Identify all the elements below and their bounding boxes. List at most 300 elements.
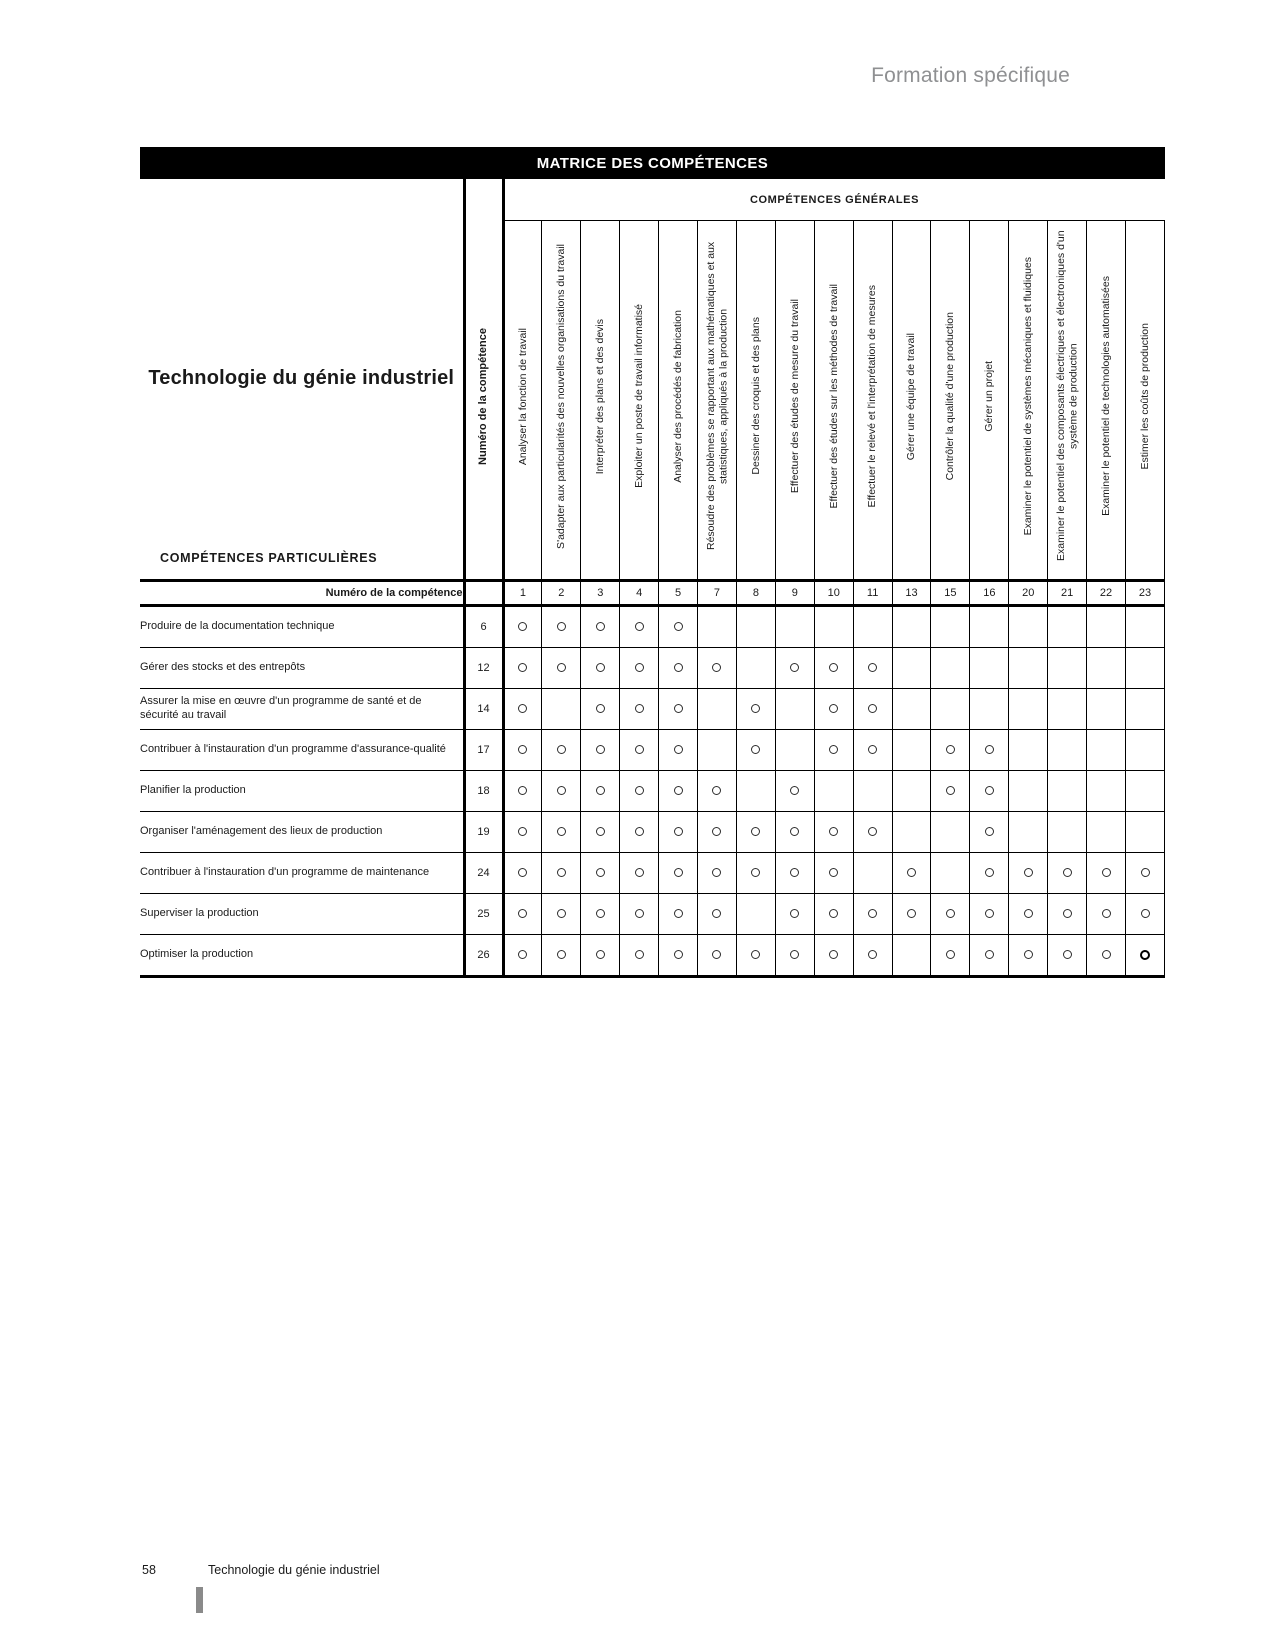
matrix-cell bbox=[542, 647, 581, 688]
column-number: 16 bbox=[970, 580, 1009, 605]
column-number: 10 bbox=[814, 580, 853, 605]
matrix-cell bbox=[503, 770, 542, 811]
matrix-cell bbox=[698, 770, 737, 811]
mark-circle-icon bbox=[1102, 950, 1111, 959]
matrix-cell bbox=[931, 647, 970, 688]
section-header: Formation spécifique bbox=[871, 64, 1070, 87]
matrix-cell bbox=[775, 893, 814, 934]
matrix-cell bbox=[853, 770, 892, 811]
column-header-label: Interpréter des plans et des devis bbox=[594, 318, 607, 474]
matrix-cell bbox=[892, 893, 931, 934]
competency-row-number: 17 bbox=[464, 729, 503, 770]
matrix-cell bbox=[620, 770, 659, 811]
matrix-cell bbox=[1126, 934, 1165, 976]
mark-circle-icon bbox=[712, 950, 721, 959]
matrix-cell bbox=[736, 605, 775, 647]
column-header-label: Exploiter un poste de travail informatisé bbox=[632, 304, 645, 489]
column-header bbox=[620, 221, 659, 581]
column-header bbox=[542, 221, 581, 581]
matrix-table bbox=[140, 179, 1165, 978]
matrix-cell bbox=[853, 729, 892, 770]
mark-circle-icon bbox=[635, 745, 644, 754]
mark-circle-icon bbox=[868, 909, 877, 918]
column-header-label: S'adapter aux particularités des nouvelles organisations du travail bbox=[555, 243, 568, 549]
matrix-cell bbox=[542, 893, 581, 934]
column-header bbox=[698, 221, 737, 581]
matrix-cell bbox=[581, 811, 620, 852]
mark-circle-icon bbox=[518, 786, 527, 795]
matrix-cell bbox=[1087, 605, 1126, 647]
matrix-cell bbox=[970, 688, 1009, 729]
matrix-table-grid bbox=[140, 179, 1165, 978]
matrix-cell bbox=[542, 729, 581, 770]
mark-circle-icon bbox=[557, 622, 566, 631]
matrix-cell bbox=[970, 811, 1009, 852]
matrix-cell bbox=[698, 688, 737, 729]
mark-circle-icon bbox=[790, 950, 799, 959]
matrix-cell bbox=[1048, 605, 1087, 647]
competency-row-label: Assurer la mise en œuvre d'un programme de santé et de sécurité au travail bbox=[140, 688, 464, 729]
matrix-cell bbox=[620, 852, 659, 893]
matrix-cell bbox=[659, 729, 698, 770]
mark-circle-icon bbox=[674, 622, 683, 631]
column-header-label: Analyser des procédés de fabrication bbox=[671, 309, 684, 483]
column-header bbox=[775, 221, 814, 581]
matrix-cell bbox=[853, 647, 892, 688]
matrix-cell bbox=[503, 688, 542, 729]
competency-row-label: Optimiser la production bbox=[140, 934, 464, 976]
mark-circle-icon bbox=[518, 622, 527, 631]
program-title: Technologie du génie industriel bbox=[148, 366, 455, 389]
mark-circle-icon bbox=[635, 622, 644, 631]
matrix-cell bbox=[1126, 688, 1165, 729]
matrix-cell bbox=[698, 605, 737, 647]
matrix-cell bbox=[736, 811, 775, 852]
matrix-cell bbox=[1048, 893, 1087, 934]
matrix-cell bbox=[1126, 729, 1165, 770]
spacer-cell bbox=[140, 179, 464, 221]
matrix-cell bbox=[853, 893, 892, 934]
mark-circle-icon bbox=[557, 786, 566, 795]
matrix-cell bbox=[931, 852, 970, 893]
mark-circle-icon bbox=[829, 745, 838, 754]
column-header-label: Dessiner des croquis et des plans bbox=[749, 317, 762, 476]
matrix-cell bbox=[892, 770, 931, 811]
matrix-cell bbox=[659, 893, 698, 934]
competency-row bbox=[140, 893, 1165, 934]
matrix-cell bbox=[1087, 688, 1126, 729]
mark-circle-icon bbox=[518, 827, 527, 836]
matrix-cell bbox=[1048, 852, 1087, 893]
matrix-cell bbox=[892, 811, 931, 852]
matrix-cell bbox=[542, 688, 581, 729]
mark-circle-icon bbox=[712, 786, 721, 795]
column-header-label: Effectuer le relevé et l'interprétation de mesures bbox=[866, 285, 879, 508]
column-header bbox=[1126, 221, 1165, 581]
competency-row-number: 14 bbox=[464, 688, 503, 729]
matrix-cell bbox=[1126, 852, 1165, 893]
column-header-label: Examiner le potentiel de technologies automatisées bbox=[1099, 276, 1112, 517]
matrix-cell bbox=[892, 934, 931, 976]
mark-circle-icon bbox=[907, 868, 916, 877]
matrix-cell bbox=[698, 647, 737, 688]
matrix-cell bbox=[853, 811, 892, 852]
matrix-cell bbox=[659, 770, 698, 811]
matrix-cell bbox=[775, 605, 814, 647]
matrix-cell bbox=[892, 852, 931, 893]
column-header bbox=[581, 221, 620, 581]
column-header bbox=[1009, 221, 1048, 581]
mark-circle-icon bbox=[1024, 868, 1033, 877]
matrix-cell bbox=[970, 852, 1009, 893]
mark-circle-icon bbox=[868, 827, 877, 836]
mark-circle-icon bbox=[1102, 868, 1111, 877]
matrix-cell bbox=[620, 811, 659, 852]
mark-circle-icon bbox=[596, 909, 605, 918]
competency-row-number: 26 bbox=[464, 934, 503, 976]
matrix-cell bbox=[1087, 893, 1126, 934]
mark-circle-icon bbox=[712, 827, 721, 836]
matrix-cell bbox=[659, 852, 698, 893]
matrix-cell bbox=[1126, 811, 1165, 852]
matrix-cell bbox=[581, 729, 620, 770]
matrix-cell bbox=[503, 934, 542, 976]
general-header-row bbox=[140, 179, 1165, 221]
matrix-cell bbox=[853, 688, 892, 729]
competency-row-number: 12 bbox=[464, 647, 503, 688]
matrix-cell bbox=[931, 770, 970, 811]
matrix-cell bbox=[736, 852, 775, 893]
mark-circle-icon bbox=[635, 827, 644, 836]
mark-circle-icon bbox=[829, 704, 838, 713]
mark-circle-icon bbox=[946, 950, 955, 959]
competency-row-number: 19 bbox=[464, 811, 503, 852]
column-header bbox=[814, 221, 853, 581]
matrix-cell bbox=[581, 934, 620, 976]
competency-row-label: Contribuer à l'instauration d'un programme d'assurance-qualité bbox=[140, 729, 464, 770]
matrix-cell bbox=[736, 729, 775, 770]
mark-circle-icon bbox=[635, 909, 644, 918]
mark-circle-icon bbox=[557, 868, 566, 877]
mark-circle-icon bbox=[907, 909, 916, 918]
general-competencies-header: COMPÉTENCES GÉNÉRALES bbox=[503, 179, 1165, 221]
matrix-cell bbox=[970, 647, 1009, 688]
mark-circle-icon bbox=[751, 950, 760, 959]
particular-competencies-header: COMPÉTENCES PARTICULIÈRES bbox=[160, 550, 378, 565]
mark-circle-icon bbox=[518, 868, 527, 877]
column-header bbox=[970, 221, 1009, 581]
mark-circle-icon bbox=[1141, 909, 1150, 918]
column-number: 22 bbox=[1087, 580, 1126, 605]
mark-circle-icon bbox=[674, 827, 683, 836]
matrix-cell bbox=[814, 852, 853, 893]
column-header bbox=[931, 221, 970, 581]
mark-circle-icon bbox=[674, 704, 683, 713]
footer-accent-bar bbox=[196, 1587, 203, 1613]
mark-circle-icon bbox=[751, 745, 760, 754]
matrix-cell bbox=[775, 852, 814, 893]
mark-circle-icon bbox=[1024, 909, 1033, 918]
mark-circle-icon bbox=[751, 704, 760, 713]
matrix-cell bbox=[814, 934, 853, 976]
column-number: 4 bbox=[620, 580, 659, 605]
matrix-cell bbox=[1048, 934, 1087, 976]
matrix-cell bbox=[970, 605, 1009, 647]
mark-circle-icon bbox=[557, 909, 566, 918]
matrix-cell bbox=[1126, 647, 1165, 688]
mark-circle-icon bbox=[596, 663, 605, 672]
mark-circle-icon bbox=[557, 950, 566, 959]
mark-circle-icon bbox=[518, 704, 527, 713]
matrix-cell bbox=[931, 811, 970, 852]
matrix-cell bbox=[542, 770, 581, 811]
column-header-label: Effectuer des études sur les méthodes de travail bbox=[827, 283, 840, 509]
matrix-cell bbox=[1048, 647, 1087, 688]
mark-circle-icon bbox=[868, 950, 877, 959]
mark-circle-icon bbox=[829, 827, 838, 836]
matrix-cell bbox=[970, 893, 1009, 934]
matrix-cell bbox=[503, 605, 542, 647]
matrix-cell bbox=[775, 770, 814, 811]
mark-circle-icon bbox=[596, 950, 605, 959]
mark-circle-icon bbox=[790, 786, 799, 795]
column-header-label: Examiner le potentiel de systèmes mécaniques et fluidiques bbox=[1022, 257, 1035, 536]
matrix-cell bbox=[1087, 852, 1126, 893]
page-number: 58 bbox=[142, 1563, 156, 1577]
matrix-cell bbox=[581, 893, 620, 934]
matrix-cell bbox=[620, 934, 659, 976]
matrix-cell bbox=[698, 811, 737, 852]
matrix-cell bbox=[814, 770, 853, 811]
matrix-cell bbox=[814, 811, 853, 852]
mark-circle-icon bbox=[985, 909, 994, 918]
matrix-cell bbox=[1009, 605, 1048, 647]
matrix-cell bbox=[1126, 893, 1165, 934]
column-number: 20 bbox=[1009, 580, 1048, 605]
mark-circle-icon bbox=[868, 663, 877, 672]
column-header bbox=[853, 221, 892, 581]
mark-circle-icon bbox=[674, 868, 683, 877]
matrix-cell bbox=[503, 893, 542, 934]
matrix-cell bbox=[775, 688, 814, 729]
matrix-cell bbox=[892, 729, 931, 770]
matrix-cell bbox=[775, 934, 814, 976]
matrix-cell bbox=[659, 688, 698, 729]
matrix-cell bbox=[698, 893, 737, 934]
mark-circle-icon bbox=[596, 868, 605, 877]
competency-row bbox=[140, 811, 1165, 852]
matrix-cell bbox=[1087, 770, 1126, 811]
matrix-cell bbox=[775, 647, 814, 688]
mark-circle-icon bbox=[1063, 950, 1072, 959]
competency-row bbox=[140, 688, 1165, 729]
matrix-cell bbox=[1009, 893, 1048, 934]
mark-circle-icon bbox=[635, 786, 644, 795]
competency-row-number: 18 bbox=[464, 770, 503, 811]
column-header-label: Contrôler la qualité d'une production bbox=[944, 312, 957, 481]
mark-circle-icon bbox=[829, 950, 838, 959]
mark-circle-icon bbox=[985, 868, 994, 877]
matrix-cell bbox=[542, 852, 581, 893]
matrix-cell bbox=[1048, 811, 1087, 852]
competency-row bbox=[140, 934, 1165, 976]
competency-row-label: Gérer des stocks et des entrepôts bbox=[140, 647, 464, 688]
matrix-cell bbox=[814, 893, 853, 934]
matrix-cell bbox=[620, 729, 659, 770]
competency-number-header-cell bbox=[464, 221, 503, 581]
matrix-cell bbox=[892, 647, 931, 688]
matrix-cell bbox=[1009, 647, 1048, 688]
mark-circle-icon bbox=[596, 622, 605, 631]
mark-circle-icon bbox=[985, 745, 994, 754]
matrix-cell bbox=[503, 729, 542, 770]
competency-matrix bbox=[140, 147, 1165, 978]
column-numbers-row bbox=[140, 580, 1165, 605]
matrix-cell bbox=[931, 688, 970, 729]
mark-circle-icon bbox=[1063, 909, 1072, 918]
mark-circle-icon bbox=[557, 745, 566, 754]
matrix-cell bbox=[542, 605, 581, 647]
program-header-cell bbox=[140, 221, 464, 581]
matrix-cell bbox=[970, 729, 1009, 770]
matrix-cell bbox=[659, 811, 698, 852]
matrix-cell bbox=[931, 729, 970, 770]
mark-circle-icon bbox=[790, 909, 799, 918]
spacer-cell bbox=[464, 580, 503, 605]
matrix-cell bbox=[1048, 770, 1087, 811]
competency-row bbox=[140, 852, 1165, 893]
competency-row bbox=[140, 770, 1165, 811]
competency-row-label: Organiser l'aménagement des lieux de production bbox=[140, 811, 464, 852]
column-number: 15 bbox=[931, 580, 970, 605]
column-number: 8 bbox=[736, 580, 775, 605]
mark-circle-icon bbox=[868, 745, 877, 754]
mark-circle-icon bbox=[751, 827, 760, 836]
column-header-label: Résoudre des problèmes se rapportant aux mathématiques et aux statistiques, appliqués à la production bbox=[704, 242, 729, 551]
column-number: 11 bbox=[853, 580, 892, 605]
mark-circle-icon bbox=[712, 868, 721, 877]
matrix-cell bbox=[659, 605, 698, 647]
mark-circle-icon bbox=[518, 663, 527, 672]
matrix-cell bbox=[970, 770, 1009, 811]
column-header bbox=[659, 221, 698, 581]
mark-circle-icon bbox=[1024, 950, 1033, 959]
matrix-cell bbox=[775, 729, 814, 770]
matrix-cell bbox=[814, 647, 853, 688]
competency-row bbox=[140, 605, 1165, 647]
matrix-cell bbox=[1009, 811, 1048, 852]
mark-circle-icon bbox=[946, 745, 955, 754]
mark-circle-icon bbox=[868, 704, 877, 713]
column-header bbox=[1048, 221, 1087, 581]
matrix-cell bbox=[659, 647, 698, 688]
matrix-cell bbox=[1009, 688, 1048, 729]
column-header bbox=[736, 221, 775, 581]
matrix-cell bbox=[1009, 729, 1048, 770]
matrix-cell bbox=[503, 852, 542, 893]
competency-row-label: Superviser la production bbox=[140, 893, 464, 934]
matrix-cell bbox=[814, 729, 853, 770]
column-header bbox=[1087, 221, 1126, 581]
mark-circle-icon bbox=[635, 868, 644, 877]
mark-circle-icon bbox=[829, 909, 838, 918]
matrix-cell bbox=[931, 605, 970, 647]
mark-circle-icon bbox=[829, 868, 838, 877]
matrix-cell bbox=[581, 688, 620, 729]
column-header bbox=[503, 221, 542, 581]
column-number: 23 bbox=[1126, 580, 1165, 605]
matrix-cell bbox=[736, 893, 775, 934]
matrix-cell bbox=[1009, 934, 1048, 976]
footer-program-name: Technologie du génie industriel bbox=[208, 1563, 380, 1577]
column-number: 1 bbox=[503, 580, 542, 605]
column-number: 5 bbox=[659, 580, 698, 605]
matrix-cell bbox=[736, 934, 775, 976]
competency-row-number: 6 bbox=[464, 605, 503, 647]
mark-circle-icon bbox=[1140, 950, 1150, 960]
matrix-cell bbox=[1087, 811, 1126, 852]
column-header-label: Estimer les coûts de production bbox=[1138, 323, 1151, 470]
matrix-cell bbox=[581, 605, 620, 647]
matrix-cell bbox=[542, 934, 581, 976]
mark-circle-icon bbox=[596, 786, 605, 795]
mark-circle-icon bbox=[829, 663, 838, 672]
matrix-cell bbox=[1048, 688, 1087, 729]
mark-circle-icon bbox=[674, 663, 683, 672]
column-number: 7 bbox=[698, 580, 737, 605]
mark-circle-icon bbox=[790, 827, 799, 836]
matrix-cell bbox=[736, 647, 775, 688]
column-number: 2 bbox=[542, 580, 581, 605]
matrix-cell bbox=[620, 605, 659, 647]
column-header-label: Examiner le potentiel des composants électriques et électroniques d'un système de production bbox=[1054, 230, 1080, 562]
competency-row-label: Planifier la production bbox=[140, 770, 464, 811]
matrix-cell bbox=[581, 770, 620, 811]
matrix-cell bbox=[1009, 770, 1048, 811]
matrix-cell bbox=[581, 852, 620, 893]
matrix-cell bbox=[1048, 729, 1087, 770]
column-number: 9 bbox=[775, 580, 814, 605]
matrix-cell bbox=[970, 934, 1009, 976]
mark-circle-icon bbox=[946, 786, 955, 795]
column-header-label: Effectuer des études de mesure du travail bbox=[788, 299, 801, 494]
matrix-cell bbox=[503, 647, 542, 688]
matrix-cell bbox=[659, 934, 698, 976]
column-number: 3 bbox=[581, 580, 620, 605]
column-header-label: Gérer une équipe de travail bbox=[905, 332, 918, 460]
mark-circle-icon bbox=[712, 909, 721, 918]
mark-circle-icon bbox=[674, 786, 683, 795]
column-headers-row bbox=[140, 221, 1165, 581]
number-row-label: Numéro de la compétence bbox=[140, 580, 464, 605]
competency-row-label: Produire de la documentation technique bbox=[140, 605, 464, 647]
matrix-cell bbox=[814, 688, 853, 729]
mark-circle-icon bbox=[635, 950, 644, 959]
mark-circle-icon bbox=[674, 950, 683, 959]
column-header-label: Gérer un projet bbox=[983, 360, 996, 432]
matrix-cell bbox=[931, 893, 970, 934]
mark-circle-icon bbox=[596, 704, 605, 713]
mark-circle-icon bbox=[674, 909, 683, 918]
matrix-cell bbox=[698, 729, 737, 770]
matrix-cell bbox=[1087, 934, 1126, 976]
mark-circle-icon bbox=[635, 663, 644, 672]
mark-circle-icon bbox=[557, 663, 566, 672]
matrix-cell bbox=[853, 934, 892, 976]
mark-circle-icon bbox=[985, 786, 994, 795]
column-number: 21 bbox=[1048, 580, 1087, 605]
column-number: 13 bbox=[892, 580, 931, 605]
